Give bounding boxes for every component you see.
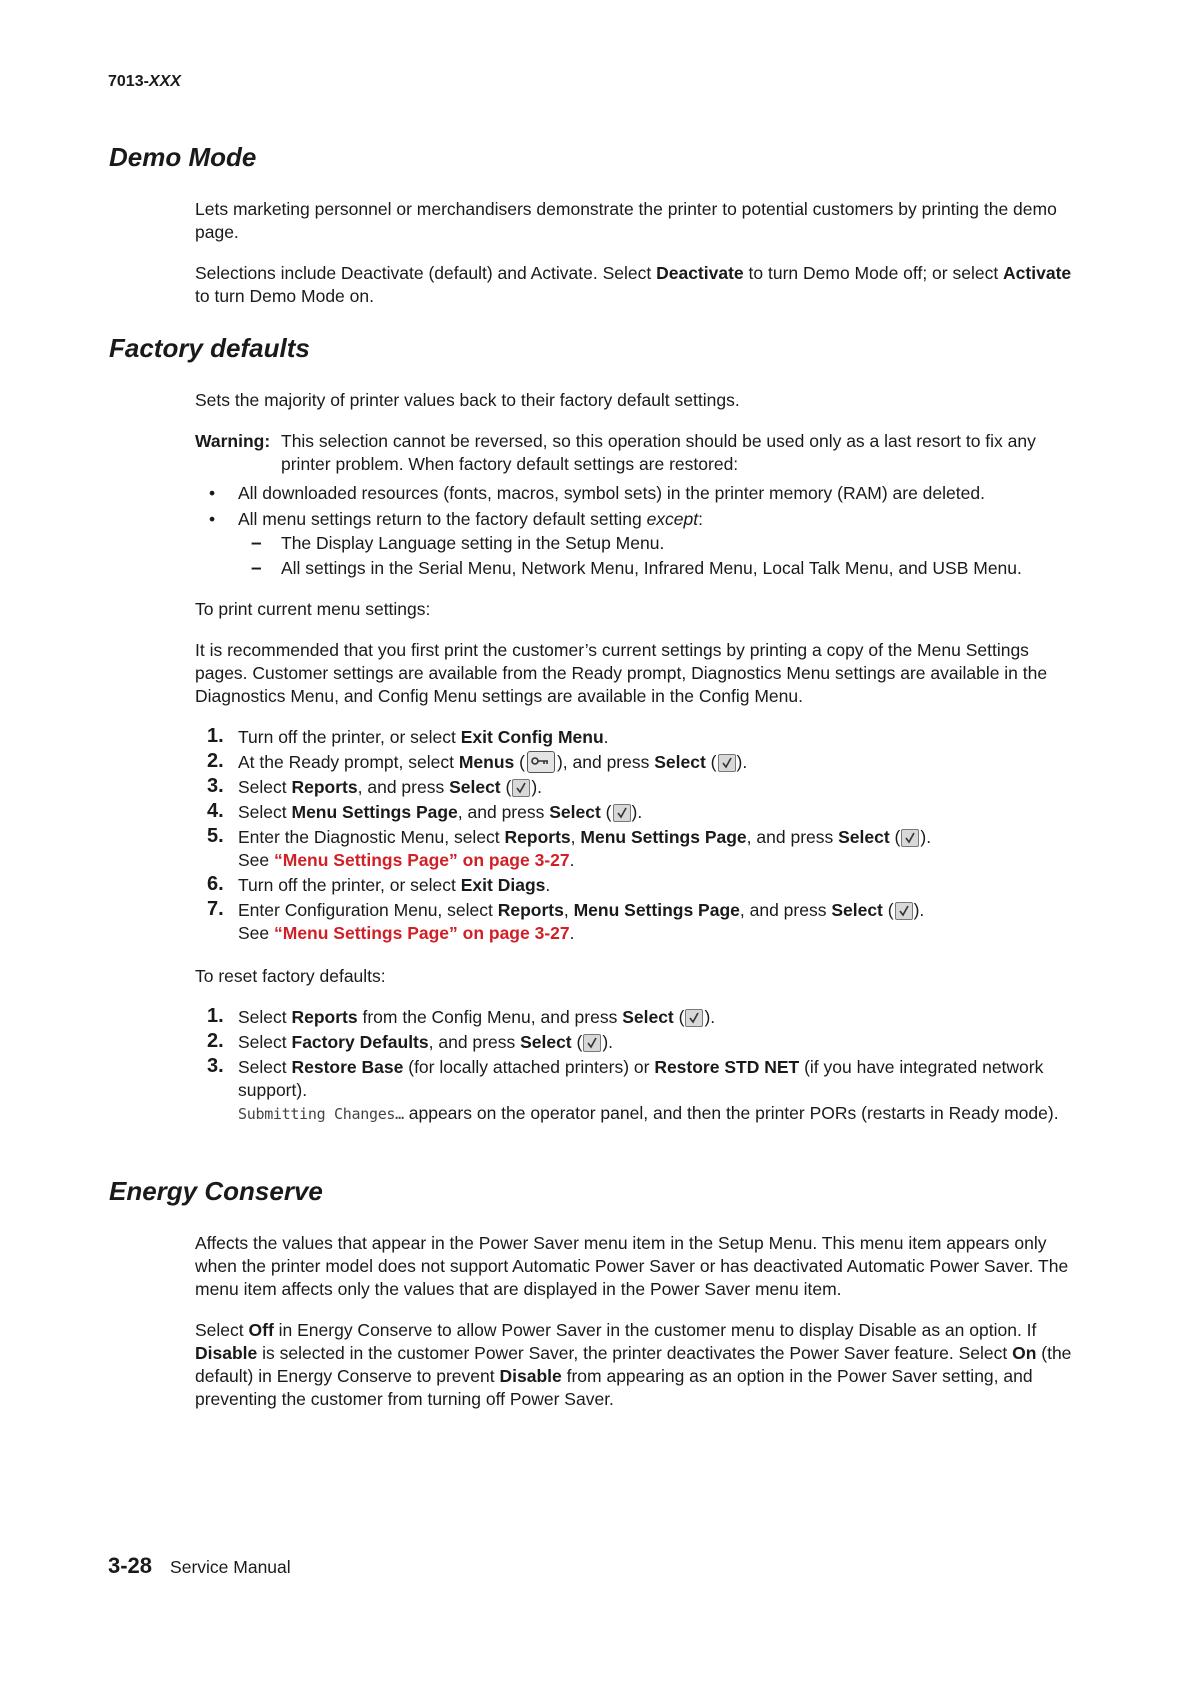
- list-item: 2. At the Ready prompt, select Menus ( ), and press Select ( ).: [207, 750, 748, 772]
- energy-conserve-selections: Select Off in Energy Conserve to allow Power Saver in the customer menu to display Disable as an option. If Disable is selected in the customer Power Saver, the printer deactivates the Power Saver feature. Select On (the default) in Energy Conserve to prevent Disable from appearing as an option in the Power Saver setting, and preventing the customer from turning off Power Saver.: [195, 1320, 1072, 1409]
- warning-note: [195, 430, 1085, 476]
- select-check-icon: [512, 779, 530, 797]
- page-header: 7013-XXX: [108, 73, 181, 90]
- list-item: 1. Turn off the printer, or select Exit Config Menu.: [207, 725, 609, 747]
- demo-mode-desc: Lets marketing personnel or merchandisers demonstrate the printer to potential customers by printing the demo page.: [195, 199, 1057, 242]
- menu-settings-page-link[interactable]: “Menu Settings Page” on page 3-27: [274, 923, 570, 943]
- list-item: – All settings in the Serial Menu, Network Menu, Infrared Menu, Local Talk Menu, and USB Menu.: [251, 558, 1022, 579]
- menu-settings-page-link[interactable]: “Menu Settings Page” on page 3-27: [274, 850, 570, 870]
- select-check-icon: [901, 829, 919, 847]
- select-check-icon: [718, 754, 736, 772]
- energy-conserve-body: [195, 1232, 1085, 1429]
- select-check-icon: [895, 902, 913, 920]
- demo-mode-body: [195, 198, 1085, 326]
- demo-mode-heading: Demo Mode: [109, 142, 257, 172]
- page-footer: [108, 1554, 291, 1579]
- list-item: 2. Select Factory Defaults, and press Select ( ).: [207, 1030, 614, 1052]
- list-item: 6. Turn off the printer, or select Exit Diags.: [207, 873, 551, 895]
- list-item: • All downloaded resources (fonts, macros, symbol sets) in the printer memory (RAM) are deleted.: [209, 483, 985, 503]
- energy-conserve-heading: Energy Conserve: [109, 1176, 323, 1206]
- warning-label: Warning:: [195, 431, 271, 451]
- list-item: 7. Enter Configuration Menu, select Reports, Menu Settings Page, and press Select ( ). See “Menu Settings Page” on page 3-27.: [207, 898, 925, 943]
- print-steps: [195, 726, 1085, 945]
- select-check-icon: [613, 804, 631, 822]
- menus-key-icon: [527, 751, 555, 773]
- select-check-icon: [685, 1009, 703, 1027]
- operator-panel-message: Submitting Changes…: [238, 1105, 404, 1123]
- restore-effects-list: [195, 482, 1085, 580]
- list-item: • All menu settings return to the factory default setting except: – The Display Language setting in the Setup Menu. – All settings in the Serial Menu, Network Menu, Infrared Menu, Local Talk Menu, and USB Menu.: [195, 508, 1085, 580]
- warning-text: This selection cannot be reversed, so this operation should be used only as a last resort to fix any printer problem. When factory default settings are restored:: [281, 431, 1036, 474]
- factory-defaults-desc: Sets the majority of printer values back to their factory default settings.: [195, 390, 740, 410]
- list-item: 4. Select Menu Settings Page, and press Select ( ).: [207, 800, 643, 822]
- manual-title: Service Manual: [170, 1557, 291, 1577]
- factory-defaults-heading: Factory defaults: [109, 333, 310, 363]
- factory-defaults-body: [195, 389, 1085, 1146]
- page-number: 3-28: [108, 1553, 153, 1578]
- reset-steps: [195, 1006, 1085, 1126]
- list-item: 1. Select Reports from the Config Menu, and press Select ( ).: [207, 1005, 716, 1027]
- energy-conserve-desc: Affects the values that appear in the Power Saver menu item in the Setup Menu. This menu item appears only when the printer model does not support Automatic Power Saver or has deactivated Automatic Power Saver. The menu item affects only the values that are displayed in the Power Saver menu item.: [195, 1233, 1069, 1299]
- select-check-icon: [583, 1034, 601, 1052]
- reset-intro: To reset factory defaults:: [195, 966, 386, 986]
- demo-mode-selections: Selections include Deactivate (default) and Activate. Select Deactivate to turn Demo Mode off; or select Activate to turn Demo Mode on.: [195, 263, 1072, 306]
- list-item: – The Display Language setting in the Setup Menu.: [251, 533, 665, 554]
- list-item: 3. Select Reports, and press Select ( ).: [207, 775, 543, 797]
- list-item: 3. Select Restore Base (for locally attached printers) or Restore STD NET (if you have integrated network support). Submitting Changes… appears on the operator panel, and then the printer PORs (restarts in Ready mode).: [207, 1055, 1059, 1123]
- except-list: [238, 532, 1085, 580]
- recommendation: It is recommended that you first print the customer’s current settings by printing a copy of the Menu Settings pages. Customer settings are available from the Ready prompt, Diagnostics Menu settings are available in the Diagnostics Menu, and Config Menu settings are available in the Config Menu.: [195, 640, 1048, 706]
- list-item: 5. Enter the Diagnostic Menu, select Reports, Menu Settings Page, and press Select ( ). See “Menu Settings Page” on page 3-27.: [207, 825, 932, 870]
- print-intro: To print current menu settings:: [195, 599, 431, 619]
